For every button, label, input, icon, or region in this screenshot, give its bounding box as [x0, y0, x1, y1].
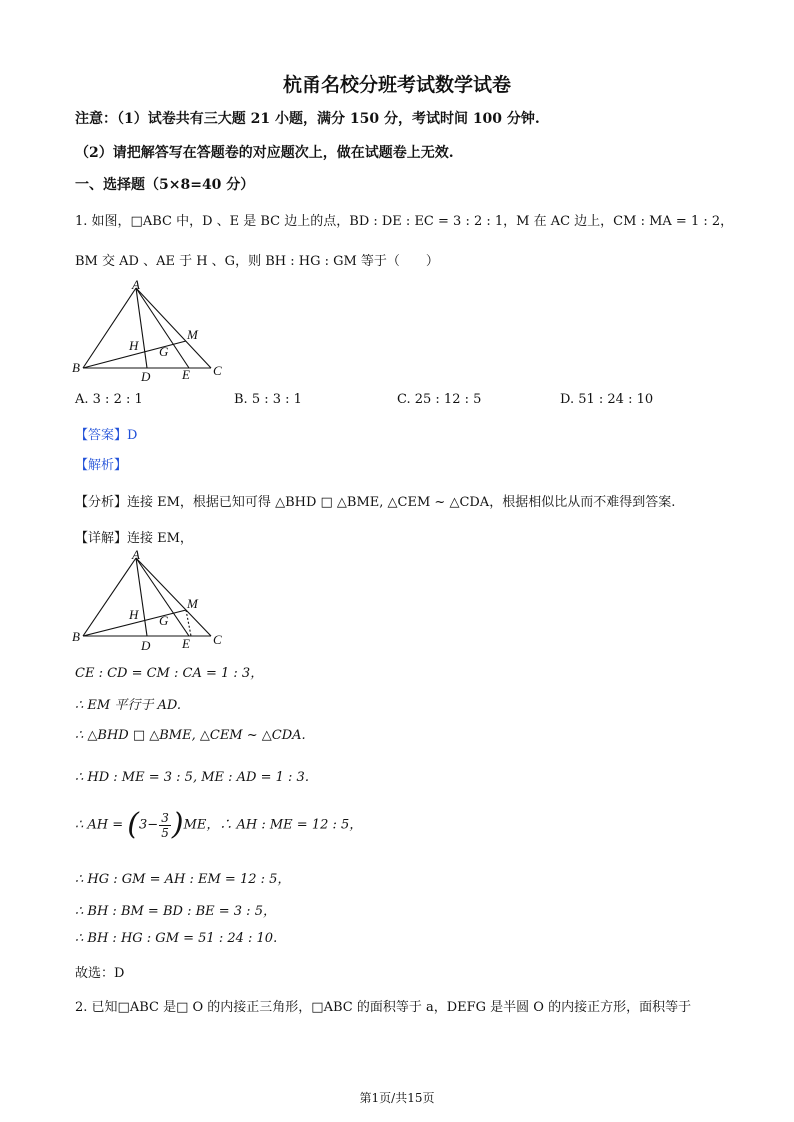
label-h: H: [129, 607, 139, 622]
segment-ad: [136, 288, 147, 368]
q1-solution-figure: [70, 548, 240, 658]
label-a: A: [132, 278, 140, 292]
triangle-figure-with-em: [70, 548, 240, 654]
triangle-figure: [70, 278, 240, 386]
step-5-lhs: ∴ AH =: [75, 817, 128, 833]
page-footer: 第1页/共15页: [359, 1091, 435, 1105]
segment-ad: [136, 558, 147, 636]
paren-open: (: [127, 807, 140, 842]
step-3: ∴ △BHD □ △BME, △CEM ~ △CDA.: [75, 728, 306, 743]
step-6: ∴ HG : GM = AH : EM = 12 : 5，: [75, 872, 291, 887]
label-a: A: [132, 548, 140, 562]
label-h: H: [129, 338, 139, 353]
fraction-numerator: 3: [161, 810, 169, 825]
label-e: E: [182, 367, 190, 382]
section-heading: 一、选择题（5×8=40 分）: [75, 177, 255, 193]
analysis-label: 【解析】: [75, 458, 128, 473]
option-b: B. 5 : 3 : 1: [234, 392, 302, 407]
fraction-denominator: 5: [161, 825, 169, 840]
fraction: [159, 811, 171, 840]
step-8: ∴ BH : HG : GM = 51 : 24 : 10.: [75, 931, 278, 946]
label-m: M: [187, 327, 198, 342]
label-b: B: [72, 629, 80, 644]
label-b: B: [72, 360, 80, 375]
notice-line-2: （2）请把解答写在答题卷的对应题次上，做在试题卷上无效.: [75, 145, 454, 161]
step-5: [75, 807, 363, 842]
choice-line: 故选：D: [75, 966, 125, 981]
q1-figure: [70, 278, 240, 390]
analysis-text: 【分析】连接 EM，根据已知可得 △BHD □ △BME, △CEM ~ △CDA，根据相似比从而不难得到答案.: [75, 495, 676, 510]
edge-ac: [136, 288, 211, 368]
step-1: CE : CD = CM : CA = 1 : 3，: [75, 666, 264, 681]
frac-whole: 3: [139, 817, 148, 833]
detail-label: 【详解】连接 EM，: [75, 531, 193, 546]
step-2: ∴ EM 平行于 AD.: [75, 698, 181, 713]
q1-stem-line-2: BM 交 AD 、AE 于 H 、G，则 BH : HG : GM 等于（ ）: [75, 254, 439, 269]
label-c: C: [213, 363, 222, 378]
label-g: G: [159, 344, 169, 359]
paren-close: ): [171, 807, 184, 842]
label-d: D: [141, 369, 151, 384]
option-d: D. 51 : 24 : 10: [560, 392, 654, 407]
frac-minus: −: [147, 817, 159, 833]
option-a: A. 3 : 2 : 1: [75, 392, 143, 407]
label-c: C: [213, 632, 222, 647]
q2-stem: 2. 已知□ABC 是□ O 的内接正三角形，□ABC 的面积等于 a，DEFG 是半圆 O 的内接正方形，面积等于: [75, 1000, 692, 1015]
label-e: E: [182, 636, 190, 651]
edge-ac: [136, 558, 211, 636]
label-d: D: [141, 638, 151, 653]
step-4: ∴ HD : ME = 3 : 5, ME : AD = 1 : 3.: [75, 770, 309, 785]
label-g: G: [159, 613, 169, 628]
page-title: 杭甬名校分班考试数学试卷: [282, 74, 511, 96]
option-c: C. 25 : 12 : 5: [397, 392, 482, 407]
answer-label: 【答案】D: [75, 428, 138, 443]
notice-line-1: 注意：（1）试卷共有三大题 21 小题，满分 150 分，考试时间 100 分钟.: [75, 111, 540, 127]
step-7: ∴ BH : BM = BD : BE = 3 : 5，: [75, 904, 276, 919]
q1-stem-line-1: 1. 如图，□ABC 中，D 、E 是 BC 边上的点，BD : DE : EC = 3 : 2 : 1，M 在 AC 边上，CM : MA = 1 : 2，: [75, 214, 734, 229]
label-m: M: [187, 596, 198, 611]
step-5-rhs: ME，∴ AH : ME = 12 : 5，: [183, 817, 363, 833]
